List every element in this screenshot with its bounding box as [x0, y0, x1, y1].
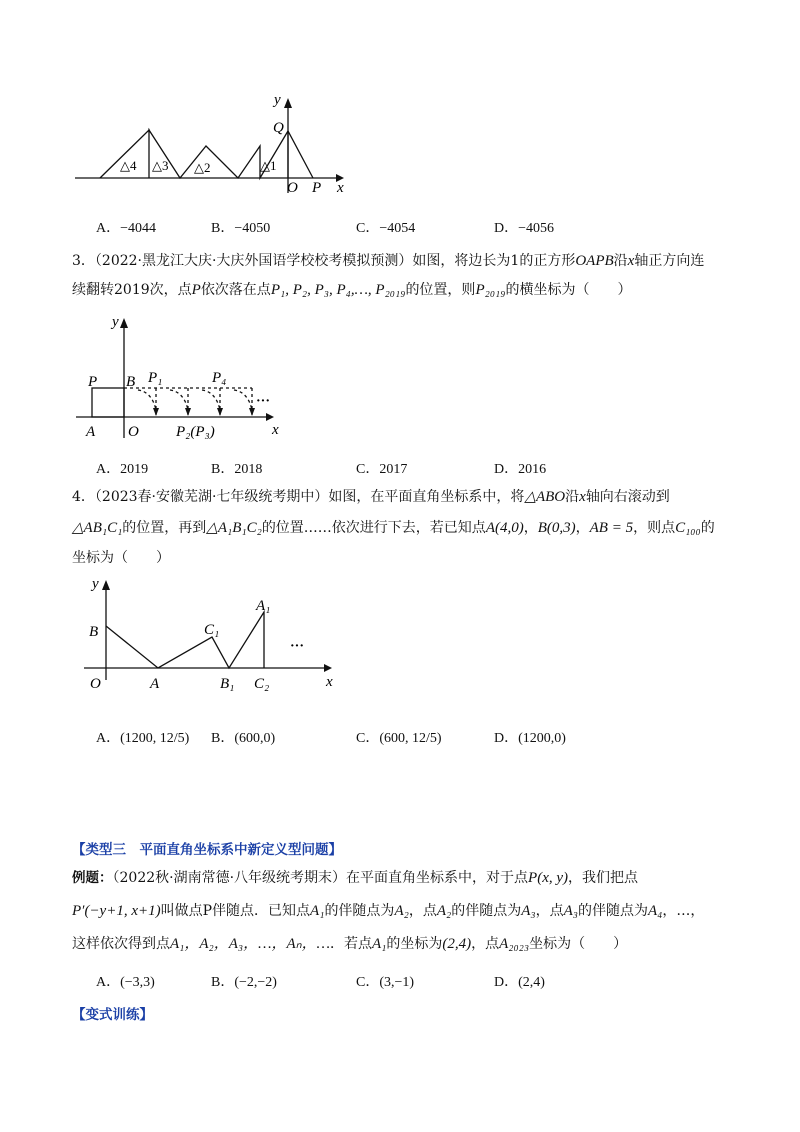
fig1-tri4: △4 [120, 158, 137, 173]
section-heading-type3: 【类型三 平面直角坐标系中新定义型问题】 [72, 842, 342, 858]
fig3-p2p3: P₂(P₃) [176, 424, 215, 440]
q4-option-c[interactable]: C．(600, 12/5) [356, 731, 442, 746]
fig4-x: x [326, 674, 333, 690]
fig3-x: x [272, 422, 279, 438]
example-line2: P′(−y+1, x+1)叫做点P伴随点．已知点A₁的伴随点为A₂，点A₂的伴随点为A₃，点A₃的伴随点为A₄，…， [72, 903, 705, 919]
q4-option-b[interactable]: B．(600,0) [211, 731, 276, 746]
fig4-dots: ··· [290, 639, 305, 654]
fig1-y: y [274, 92, 281, 108]
fig4-a: A [150, 676, 160, 692]
q4-option-d[interactable]: D．(1200,0) [494, 731, 566, 746]
fig1-tri2: △2 [194, 160, 211, 175]
fig3-y: y [112, 314, 119, 330]
q3-option-d[interactable]: D．2016 [494, 462, 547, 477]
fig1-tri3: △3 [152, 158, 169, 173]
fig4-c2: C₂ [254, 676, 270, 692]
fig3-o: O [128, 424, 139, 440]
fig1-x: x [337, 180, 344, 196]
q2-option-a[interactable]: A．−4044 [96, 221, 157, 236]
example-option-d[interactable]: D．(2,4) [494, 975, 545, 990]
q4-option-a[interactable]: A．(1200, 12/5) [96, 731, 190, 746]
fig3-b: B [126, 374, 136, 390]
q2-option-c[interactable]: C．−4054 [356, 221, 416, 236]
fig1-q: Q [273, 120, 284, 136]
section-heading-training: 【变式训练】 [72, 1007, 153, 1023]
fig3-p1: P₁ [148, 370, 163, 386]
example-option-a[interactable]: A．(−3,3) [96, 975, 155, 990]
fig4-b1: B₁ [220, 676, 235, 692]
square-oapb [92, 388, 124, 417]
q4-line2: △AB₁C₁的位置，再到△A₁B₁C₂的位置……依次进行下去，若已知点A(4,0)，B(0,3)，AB = 5，则点C₁₀₀的 [72, 520, 715, 536]
fig4-b: B [89, 624, 99, 640]
q2-option-b[interactable]: B．−4050 [211, 221, 271, 236]
example-label: 例题： [72, 870, 113, 886]
example-option-b[interactable]: B．(−2,−2) [211, 975, 277, 990]
fig3-a: A [86, 424, 96, 440]
fig4-a1: A₁ [256, 598, 271, 614]
fig3-p: P [88, 374, 98, 390]
fig4-o: O [90, 676, 101, 692]
fig3-dots: ··· [256, 394, 271, 409]
fig4-y: y [92, 576, 99, 592]
fig1-p: P [312, 180, 322, 196]
figure-square-roll [76, 310, 296, 445]
figure-triangles [70, 88, 360, 198]
fig1-tri1: △1 [260, 158, 277, 173]
q4-line3: 坐标为（ ） [72, 550, 170, 566]
q3-option-b[interactable]: B．2018 [211, 462, 263, 477]
example-line1: 例题：（2022秋·湖南常德·八年级统考期末）在平面直角坐标系中，对于点P(x, y)，我们把点 [72, 870, 638, 886]
fig4-c1: C₁ [204, 622, 220, 638]
q2-option-d[interactable]: D．−4056 [494, 221, 555, 236]
q3-option-a[interactable]: A．2019 [96, 462, 149, 477]
rolling-path [106, 612, 264, 668]
example-line3: 这样依次得到点A₁，A₂，A₃，…，Aₙ，…．若点A₁的坐标为(2,4)，点A₂₀₂₃坐标为（ ） [72, 936, 628, 952]
q4-line1: 4．（2023春·安徽芜湖·七年级统考期中）如图，在平面直角坐标系中，将△ABO沿x轴向右滚动到 [72, 489, 670, 505]
q3-line2: 续翻转2019次，点P依次落在点P₁, P₂, P₃, P₄,…, P₂₀₁₉的位置，则P₂₀₁₉的横坐标为（ ） [72, 282, 632, 298]
q3-option-c[interactable]: C．2017 [356, 462, 408, 477]
example-option-c[interactable]: C．(3,−1) [356, 975, 415, 990]
fig1-o: O [287, 180, 298, 196]
q3-line1: 3．（2022·黑龙江大庆·大庆外国语学校校考模拟预测）如图，将边长为1的正方形OAPB沿x轴正方向连 [72, 253, 705, 269]
figure-triangle-roll [84, 572, 344, 697]
fig3-p4: P₄ [212, 370, 227, 386]
